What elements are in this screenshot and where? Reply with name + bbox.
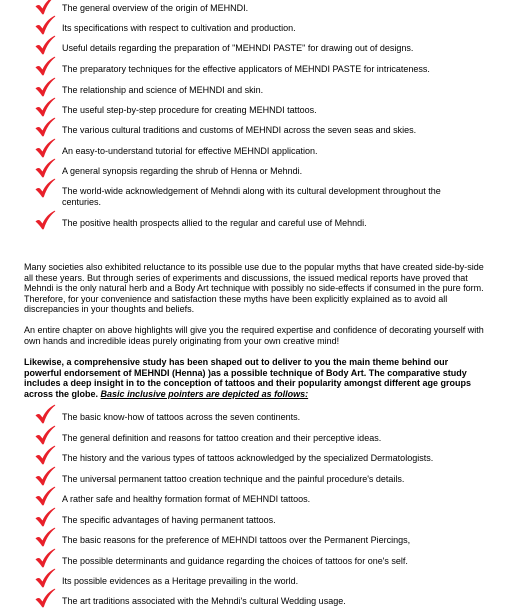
list-item bbox=[0, 3, 510, 14]
list-item-text: The useful step-by-step procedure for creating MEHNDI tattoos. bbox=[62, 105, 317, 115]
list-item-text: The various cultural traditions and customs of MEHNDI across the seven seas and skies. bbox=[62, 125, 417, 135]
list-item-text: The art traditions associated with the Mehndi's cultural Wedding usage. bbox=[62, 596, 346, 606]
paragraph-chapter-highlights: An entire chapter on above highlights will give you the required expertise and confidence of decorating yourself with own hands and incredible ideas purely originating from your own creative mind! bbox=[24, 325, 484, 346]
list-item-text: The preparatory techniques for the effective applicators of MEHNDI PASTE for intricateness. bbox=[62, 64, 430, 74]
comparative-study-text: Likewise, a comprehensive study has been shaped out to deliver to you the main theme behind our powerful endorsement of MEHNDI (Henna) )as a possible technique of Body Art. The comparative study includes a deep insight in to the conception of tattoos and their popularity amongst different age groups across the globe. bbox=[24, 357, 472, 399]
checkmark-icon bbox=[34, 445, 56, 465]
list-item bbox=[0, 105, 510, 116]
list-item bbox=[0, 412, 510, 423]
list-item-text: An easy-to-understand tutorial for effective MEHNDI application. bbox=[62, 146, 318, 156]
list-item-text: The universal permanent tattoo creation technique and the painful procedure's details. bbox=[62, 474, 405, 484]
list-item-text: Its possible evidences as a Heritage prevailing in the world. bbox=[62, 576, 299, 586]
checkmark-icon bbox=[34, 35, 56, 55]
list-item bbox=[0, 596, 510, 607]
list-item bbox=[0, 535, 510, 546]
list-item-text: A general synopsis regarding the shrub of Henna or Mehndi. bbox=[62, 166, 303, 176]
checkmark-icon bbox=[34, 15, 56, 35]
list-item-text: The basic know-how of tattoos across the seven continents. bbox=[62, 412, 301, 422]
checkmark-icon bbox=[34, 507, 56, 527]
list-item-text: The world-wide acknowledgement of Mehndi along with its cultural development throughout the centuries. bbox=[62, 186, 441, 207]
list-item-text: The possible determinants and guidance regarding the choices of tattoos for one's self. bbox=[62, 556, 408, 566]
list-item bbox=[0, 23, 510, 34]
list-item bbox=[0, 64, 510, 75]
list-item-text: The specific advantages of having permanent tattoos. bbox=[62, 515, 276, 525]
checkmark-icon bbox=[34, 527, 56, 547]
list-item bbox=[0, 125, 510, 136]
checkmark-icon bbox=[34, 158, 56, 178]
list-item-text: The relationship and science of MEHNDI and skin. bbox=[62, 85, 264, 95]
checkmark-icon bbox=[34, 486, 56, 506]
list-item bbox=[0, 556, 510, 567]
checkmark-icon bbox=[34, 588, 56, 608]
checkmark-icon bbox=[34, 178, 56, 198]
list-item bbox=[0, 43, 510, 54]
pointers-heading: Basic inclusive pointers are depicted as follows: bbox=[100, 388, 309, 399]
checkmark-icon bbox=[34, 138, 56, 158]
list-item bbox=[0, 515, 510, 526]
checkmark-icon bbox=[34, 97, 56, 117]
list-item bbox=[0, 218, 510, 229]
list-item-text: A rather safe and healthy formation format of MEHNDI tattoos. bbox=[62, 494, 311, 504]
list-item bbox=[0, 494, 510, 505]
list-item bbox=[0, 474, 510, 485]
paragraph-comparative-study bbox=[24, 357, 484, 399]
checkmark-icon bbox=[34, 568, 56, 588]
checkmark-icon bbox=[34, 210, 56, 230]
checkmark-icon bbox=[34, 56, 56, 76]
list-item-text: Its specifications with respect to cultivation and production. bbox=[62, 23, 296, 33]
list-item bbox=[0, 186, 510, 208]
checkmark-icon bbox=[34, 425, 56, 445]
list-item bbox=[0, 576, 510, 587]
list-item bbox=[0, 146, 510, 157]
checkmark-icon bbox=[34, 77, 56, 97]
checkmark-icon bbox=[34, 466, 56, 486]
checkmark-icon bbox=[34, 404, 56, 424]
list-item bbox=[0, 433, 510, 444]
list-item-text: The general definition and reasons for tattoo creation and their perceptive ideas. bbox=[62, 433, 382, 443]
list-item bbox=[0, 453, 510, 464]
list-item-text: The general overview of the origin of MEHNDI. bbox=[62, 3, 249, 13]
list-item-text: The history and the various types of tattoos acknowledged by the specialized Dermatologists. bbox=[62, 453, 434, 463]
list-item-text: The basic reasons for the preference of MEHNDI tattoos over the Permanent Piercings, bbox=[62, 535, 411, 545]
list-item-text: The positive health prospects allied to the regular and careful use of Mehndi. bbox=[62, 218, 367, 228]
checkmark-icon bbox=[34, 117, 56, 137]
list-item bbox=[0, 166, 510, 177]
checkmark-icon bbox=[34, 0, 56, 15]
paragraph-myths: Many societies also exhibited reluctance to its possible use due to the popular myths that have created side-by-side all these years. But through series of experiments and discussions, the issued medical reports have proved that Mehndi is the only natural herb and a Body Art technique with possibly no side-effects if consumed in the pure form. Therefore, for your convenience and satisfaction these myths have been explicitly explained as to avoid all discrepancies in your thoughts and beliefs. bbox=[24, 262, 484, 314]
list-item bbox=[0, 85, 510, 96]
list-item-text: Useful details regarding the preparation of "MEHNDI PASTE" for drawing out of designs. bbox=[62, 43, 414, 53]
checkmark-icon bbox=[34, 548, 56, 568]
